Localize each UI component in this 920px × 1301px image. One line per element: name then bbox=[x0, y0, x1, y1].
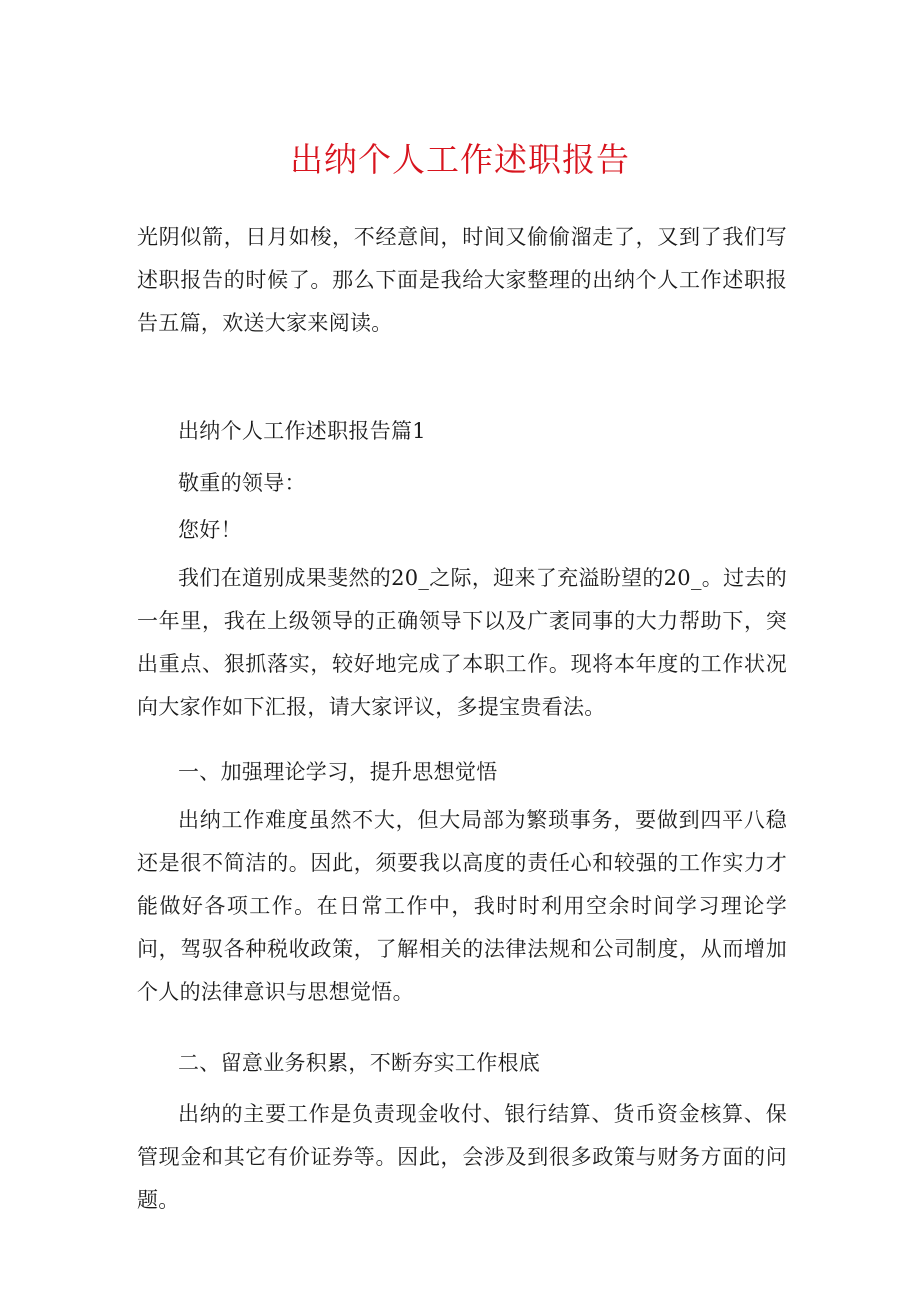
section-heading-1: 一、加强理论学习，提升思想觉悟 bbox=[178, 760, 498, 784]
document-title: 出纳个人工作述职报告 bbox=[290, 140, 630, 179]
section-title: 出纳个人工作述职报告篇1 bbox=[178, 419, 426, 443]
greeting: 您好！ bbox=[178, 518, 242, 542]
body-paragraph-2: 出纳工作难度虽然不大，但大局部为繁琐事务，要做到四平八稳还是很不简洁的。因此，须要我以高度的责任心和较强的工作实力才能做好各项工作。在日常工作中，我时时利用空余时间学习理论学问，驾驭各种税收政策，了解相关的法律法规和公司制度，从而增加个人的法律意识与思想觉悟。 bbox=[137, 808, 787, 1004]
intro-paragraph: 光阴似箭，日月如梭，不经意间，时间又偷偷溜走了，又到了我们写述职报告的时候了。那么下面是我给大家整理的出纳个人工作述职报告五篇，欢送大家来阅读。 bbox=[137, 225, 787, 335]
body-paragraph-3: 出纳的主要工作是负责现金收付、银行结算、货币资金核算、保管现金和其它有价证券等。因此，会涉及到很多政策与财务方面的问题。 bbox=[137, 1102, 787, 1212]
salutation: 敬重的领导： bbox=[178, 471, 306, 495]
body-paragraph-1: 我们在道别成果斐然的20_之际，迎来了充溢盼望的20_。过去的一年里，我在上级领导的正确领导下以及广袤同事的大力帮助下，突出重点、狠抓落实，较好地完成了本职工作。现将本年度的工作状况向大家作如下汇报，请大家评议，多提宝贵看法。 bbox=[137, 566, 787, 719]
section-heading-2: 二、留意业务积累，不断夯实工作根底 bbox=[178, 1051, 541, 1075]
